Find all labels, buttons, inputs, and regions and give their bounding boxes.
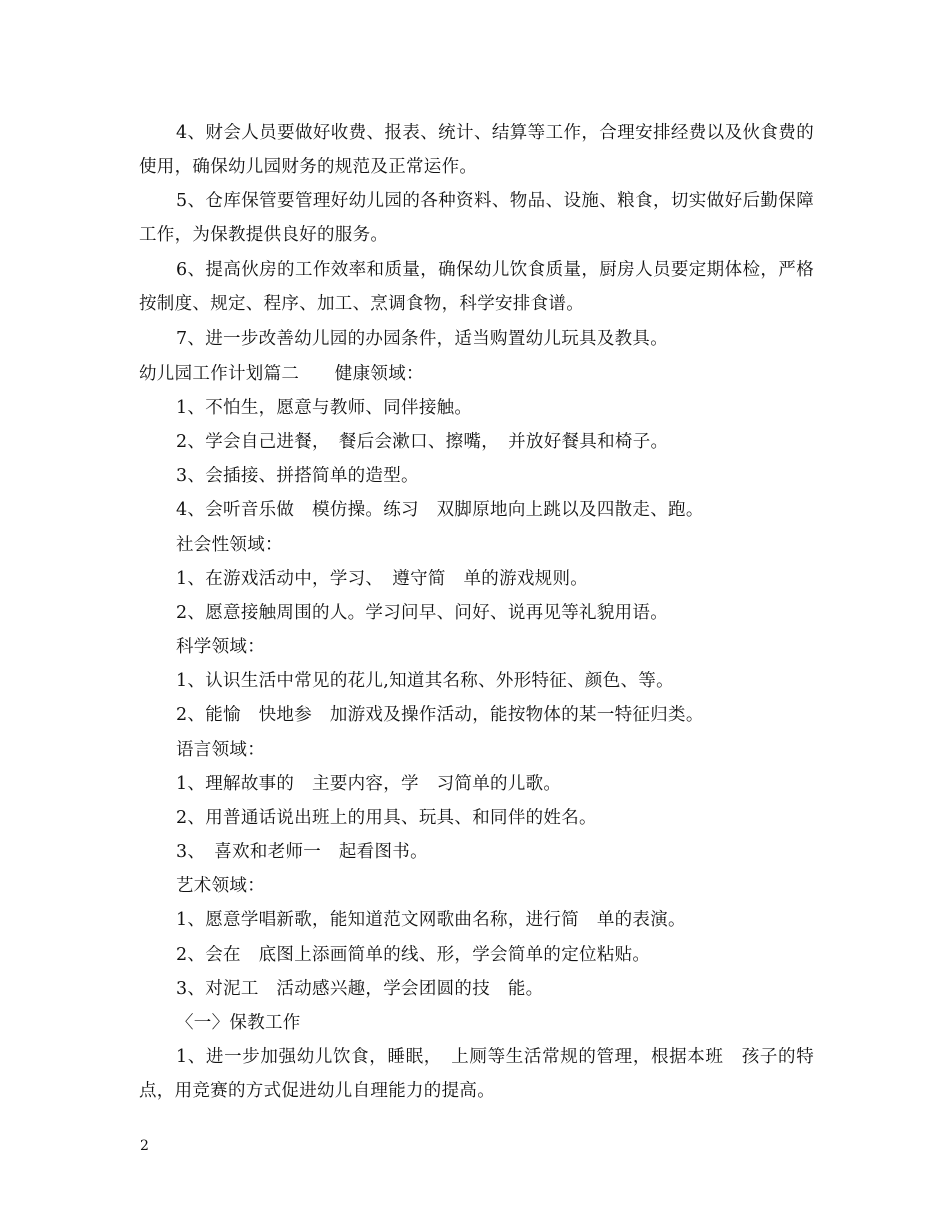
list-item: 3、对泥工 活动感兴趣，学会团圆的技 能。 [176, 979, 544, 999]
paragraph-kitchen: 6、提高伙房的工作效率和质量，确保幼儿饮食质量，厨房人员要定期体检，严格按制度、规定、程序、加工、烹调食物，科学安排食谱。 [139, 260, 814, 314]
list-item: 2、愿意接触周围的人。学习问早、问好、说再见等礼貌用语。 [176, 603, 669, 623]
section-heading-language: 语言领域： [176, 740, 265, 760]
list-item: 2、会在 底图上添画简单的线、形，学会简单的定位粘贴。 [176, 945, 651, 965]
list-item: 1、理解故事的 主要内容，学 习简单的儿歌。 [176, 774, 562, 794]
list-item: 1、不怕生，愿意与教师、同伴接触。 [176, 398, 473, 418]
section-heading-social: 社会性领域： [176, 535, 283, 555]
paragraph-warehouse: 5、仓库保管要管理好幼儿园的各种资料、物品、设施、粮食，切实做好后勤保障工作，为保教提供良好的服务。 [139, 191, 814, 245]
list-item: 3、会插接、拼搭简单的造型。 [176, 466, 419, 486]
paragraph-finance: 4、财会人员要做好收费、报表、统计、结算等工作，合理安排经费以及伙食费的使用，确保幼儿园财务的规范及正常运作。 [139, 123, 814, 177]
list-item: 1、愿意学唱新歌，能知道范文网歌曲名称，进行简 单的表演。 [176, 910, 686, 930]
paragraph-facilities: 7、进一步改善幼儿园的办园条件，适当购置幼儿玩具及教具。 [176, 329, 669, 349]
section-heading-science: 科学领域： [176, 637, 265, 657]
section-heading-plan-two: 幼儿园工作计划篇二 健康领域： [139, 364, 424, 384]
page-number: 2 [140, 1138, 149, 1154]
list-item: 1、在游戏活动中，学习、 遵守简 单的游戏规则。 [176, 569, 589, 589]
section-heading-care-education: 〈一〉保教工作 [176, 1013, 301, 1033]
list-item: 2、用普通话说出班上的用具、玩具、和同伴的姓名。 [176, 808, 597, 828]
list-item: 2、能愉 快地参 加游戏及操作活动，能按物体的某一特征归类。 [176, 705, 704, 725]
list-item: 1、认识生活中常见的花儿,知道其名称、外形特征、颜色、等。 [176, 671, 674, 691]
list-item: 3、 喜欢和老师一 起看图书。 [176, 842, 428, 862]
list-item: 2、学会自己进餐， 餐后会漱口、擦嘴， 并放好餐具和椅子。 [176, 432, 669, 452]
paragraph-daily-routine: 1、进一步加强幼儿饮食，睡眠， 上厕等生活常规的管理，根据本班 孩子的特点，用竞赛的方式促进幼儿自理能力的提高。 [139, 1047, 814, 1101]
list-item: 4、会听音乐做 模仿操。练习 双脚原地向上跳以及四散走、跑。 [176, 500, 704, 520]
section-heading-art: 艺术领域： [176, 876, 265, 896]
